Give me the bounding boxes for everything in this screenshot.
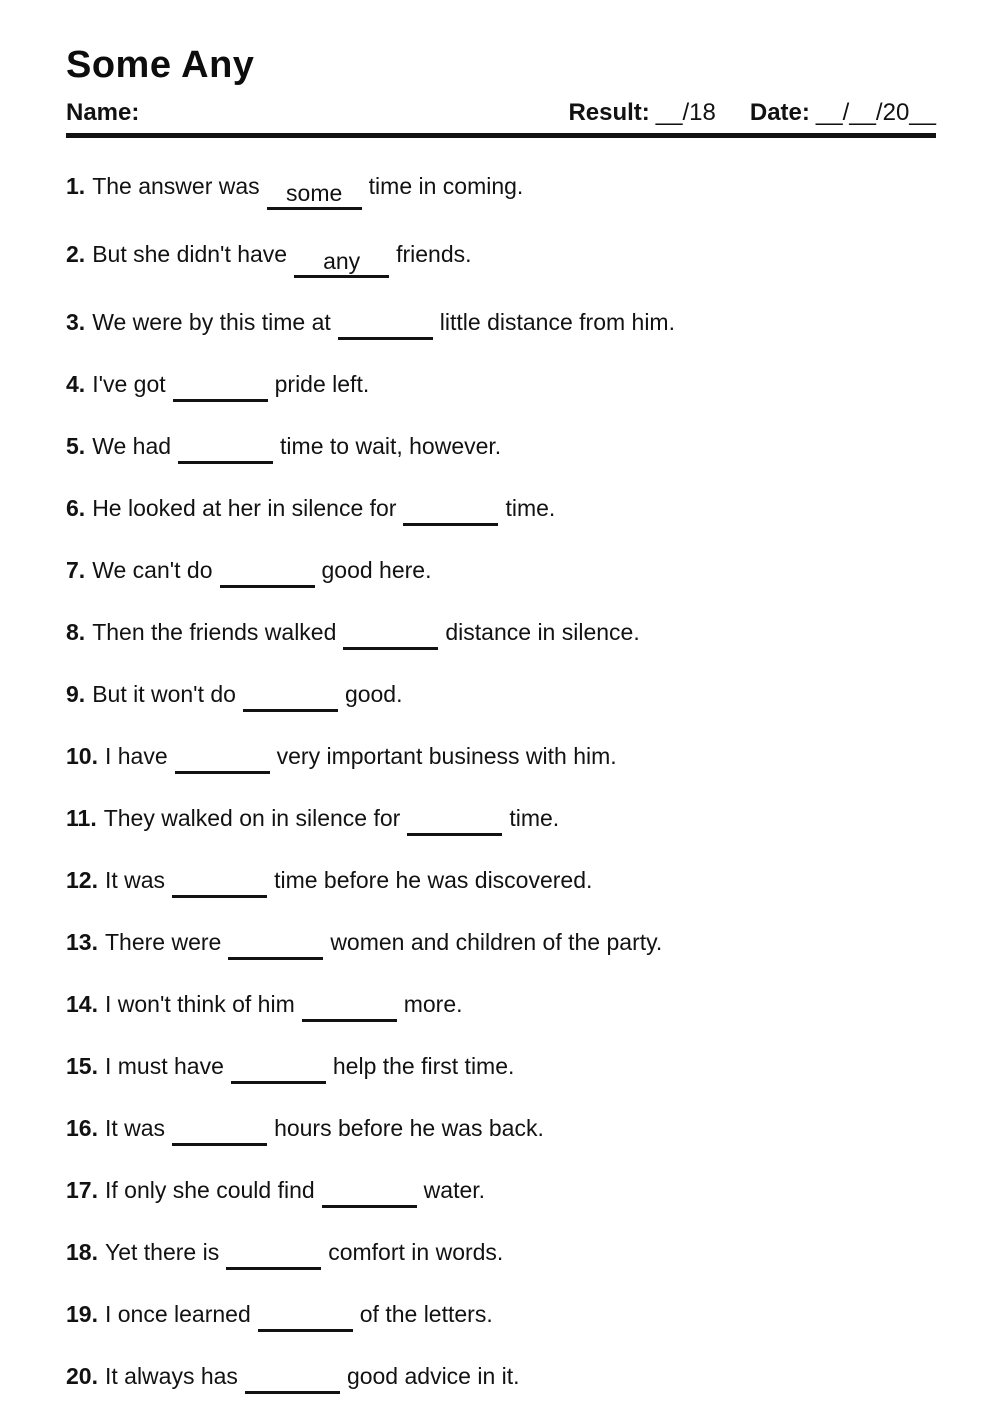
item-text-after: pride left. [274,371,370,397]
item-text-before: Then the friends walked [92,619,337,645]
item-text-after: little distance from him. [439,309,675,335]
item-text-before: I have [104,743,168,769]
exercise-item [66,432,936,464]
result-field [568,99,715,127]
answer-text: some [286,180,343,206]
item-number: 20. [66,1363,98,1389]
exercise-item [66,618,936,650]
item-text-after: more. [403,991,463,1017]
item-text-after: help the first time. [332,1053,515,1079]
item-number: 9. [66,681,86,707]
item-number: 18. [66,1239,98,1265]
item-text-after: women and children of the party. [330,929,663,955]
exercise-item [66,1238,936,1270]
page-title: Some Any [66,44,255,86]
item-text-before: Yet there is [104,1239,220,1265]
header-right [568,99,936,127]
answer-blank[interactable] [173,372,268,402]
item-number: 11. [66,805,97,831]
date-field [750,99,936,127]
item-text-before: We can't do [92,557,213,583]
item-text-before: We were by this time at [92,309,331,335]
answer-blank[interactable] [172,868,267,898]
item-text-before: I've got [92,371,166,397]
answer-blank[interactable] [407,806,502,836]
item-text-after: time to wait, however. [280,433,502,459]
exercise-item [66,1114,936,1146]
item-text-after: distance in silence. [445,619,640,645]
exercise-item [66,1362,936,1394]
item-text-after: good advice in it. [346,1363,520,1389]
item-text-after: water. [423,1177,486,1203]
answer-blank[interactable] [322,1178,417,1208]
answer-blank[interactable] [343,620,438,650]
answer-blank[interactable] [294,248,389,278]
item-number: 7. [66,557,86,583]
item-text-before: There were [104,929,222,955]
item-number: 15. [66,1053,98,1079]
worksheet-header [66,99,936,127]
answer-blank[interactable] [231,1054,326,1084]
exercise-item [66,370,936,402]
answer-blank[interactable] [338,310,433,340]
item-text-before: I must have [104,1053,224,1079]
item-number: 2. [66,241,86,267]
answer-blank[interactable] [267,180,362,210]
answer-text: any [323,248,361,274]
item-text-after: time before he was discovered. [274,867,593,893]
exercise-item [66,1300,936,1332]
exercise-item [66,1176,936,1208]
item-number: 14. [66,991,98,1017]
item-number: 4. [66,371,86,397]
item-text-before: He looked at her in silence for [92,495,397,521]
item-number: 5. [66,433,86,459]
answer-blank[interactable] [172,1116,267,1146]
exercise-item [66,172,936,210]
exercise-list [66,172,936,1394]
result-label: Result: [568,99,650,126]
answer-blank[interactable] [226,1240,321,1270]
answer-blank[interactable] [302,992,397,1022]
item-text-after: time in coming. [368,173,524,199]
answer-blank[interactable] [175,744,270,774]
exercise-item [66,556,936,588]
item-text-after: time. [505,495,556,521]
item-text-after: comfort in words. [328,1239,504,1265]
item-number: 12. [66,867,98,893]
answer-blank[interactable] [228,930,323,960]
item-text-after: time. [509,805,560,831]
exercise-item [66,1052,936,1084]
item-text-before: It was [104,867,166,893]
item-text-before: It was [104,1115,166,1141]
answer-blank[interactable] [220,558,315,588]
item-number: 19. [66,1301,98,1327]
exercise-item [66,928,936,960]
result-value[interactable]: __/18 [655,99,716,126]
answer-blank[interactable] [258,1302,353,1332]
item-text-after: good here. [321,557,432,583]
item-text-after: good. [344,681,403,707]
item-number: 6. [66,495,86,521]
exercise-item [66,990,936,1022]
item-number: 3. [66,309,86,335]
date-value[interactable]: __/__/20__ [815,99,936,126]
item-text-before: The answer was [92,173,260,199]
name-label: Name: [66,99,140,126]
answer-blank[interactable] [403,496,498,526]
item-text-after: of the letters. [359,1301,493,1327]
exercise-item [66,742,936,774]
exercise-item [66,494,936,526]
item-text-after: hours before he was back. [274,1115,544,1141]
exercise-item [66,804,936,836]
item-number: 13. [66,929,98,955]
item-number: 17. [66,1177,98,1203]
item-text-before: If only she could find [104,1177,315,1203]
name-line [66,133,936,138]
exercise-item [66,866,936,898]
item-text-before: They walked on in silence for [103,805,401,831]
item-text-before: I won't think of him [104,991,295,1017]
exercise-item [66,680,936,712]
item-number: 8. [66,619,86,645]
item-number: 16. [66,1115,98,1141]
item-text-before: We had [92,433,172,459]
item-text-before: But she didn't have [92,241,288,267]
item-text-after: very important business with him. [276,743,617,769]
exercise-item [66,240,936,278]
item-text-before: I once learned [104,1301,251,1327]
date-label: Date: [749,99,810,126]
answer-blank[interactable] [243,682,338,712]
item-text-after: friends. [396,241,472,267]
item-number: 1. [66,173,86,199]
item-number: 10. [66,743,98,769]
exercise-item [66,308,936,340]
answer-blank[interactable] [178,434,273,464]
item-text-before: But it won't do [92,681,236,707]
answer-blank[interactable] [245,1364,340,1394]
item-text-before: It always has [104,1363,238,1389]
